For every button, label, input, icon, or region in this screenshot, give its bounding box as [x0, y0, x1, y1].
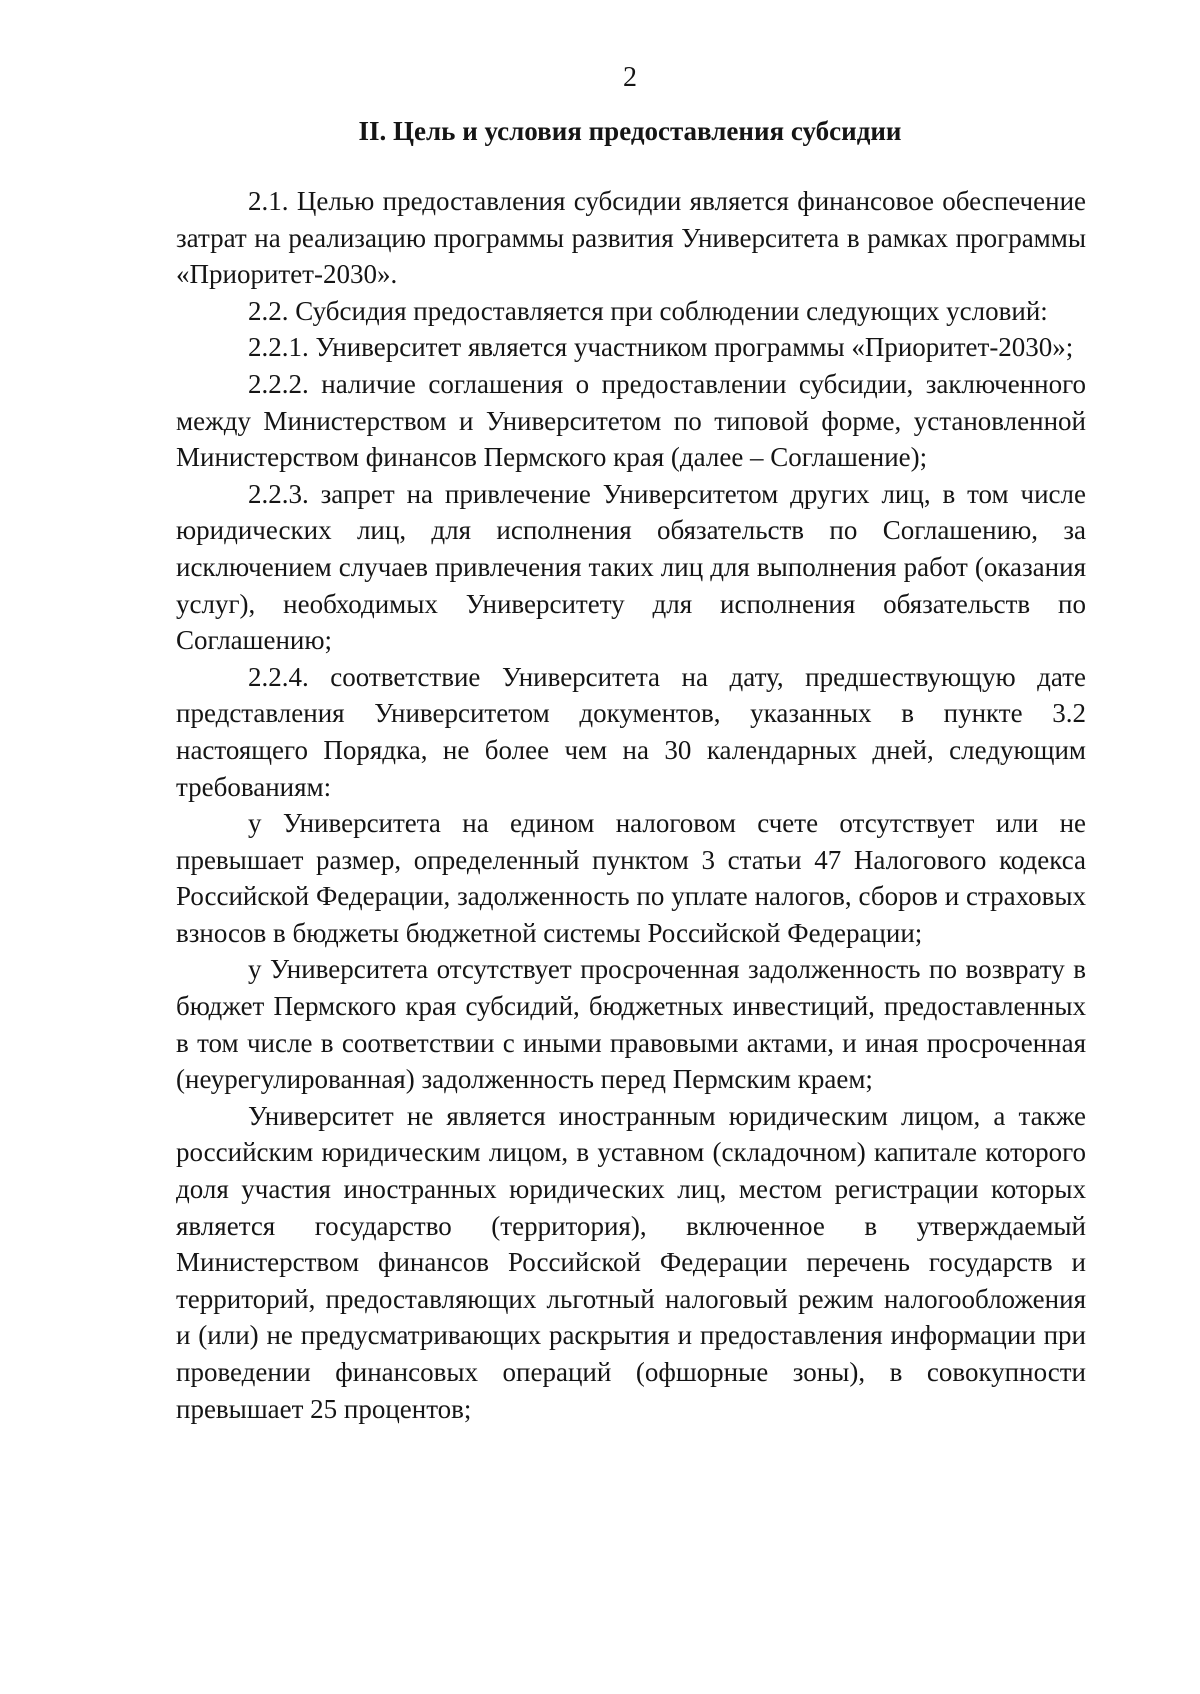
paragraph-2-2-3: 2.2.3. запрет на привлечение Университетом других лиц, в том числе юридических лиц, для исполнения обязательств по Соглашению, за исключением случаев привлечения таких лиц для выполнения работ (оказания услуг), необходимых Университету для исполнения обязательств по Соглашению;	[176, 478, 1086, 656]
paragraph-2-2-2: 2.2.2. наличие соглашения о предоставлении субсидии, заключенного между Министерством и Университетом по типовой форме, установленной Министерством финансов Пермского края (далее – Соглашение);	[176, 368, 1086, 473]
paragraph-2-2: 2.2. Субсидия предоставляется при соблюдении следующих условий:	[248, 295, 1048, 326]
paragraph-2-2-4: 2.2.4. соответствие Университета на дату, предшествующую дате представления Университетом документов, указанных в пункте 3.2 настоящего Порядка, не более чем на 30 календарных дней, следующим требованиям:	[176, 661, 1086, 802]
paragraph-2-1: 2.1. Целью предоставления субсидии является финансовое обеспечение затрат на реализацию программы развития Университета в рамках программы «Приоритет-2030».	[176, 186, 1086, 290]
requirement-foreign-entity: Университет не является иностранным юридическим лицом, а также российским юридическим лицом, в уставном (складочном) капитале которого доля участия иностранных юридических лиц, местом регистрации которых является государство (территория), включенное в утверждаемый Министерством финансов Российской Федерации перечень государств и территорий, предоставляющих льготный налоговый режим налогообложения и (или) не предусматривающих раскрытия и предоставления информации при проведении финансовых операций (офшорные зоны), в совокупности превышает 25 процентов;	[176, 1100, 1086, 1424]
section-title: II. Цель и условия предоставления субсидии	[358, 116, 902, 146]
page-number: 2	[623, 62, 637, 93]
requirement-tax-debt: у Университета на едином налоговом счете отсутствует или не превышает размер, определенный пунктом 3 статьи 47 Налогового кодекса Российской Федерации, задолженность по уплате налогов, сборов и страховых взносов в бюджеты бюджетной системы Российской Федерации;	[176, 808, 1086, 948]
document-body	[176, 183, 1086, 1427]
paragraph-2-2-1: 2.2.1. Университет является участником программы «Приоритет-2030»;	[248, 332, 1074, 363]
requirement-budget-debt: у Университета отсутствует просроченная задолженность по возврату в бюджет Пермского края субсидий, бюджетных инвестиций, предоставленных в том числе в соответствии с иными правовыми актами, и иная просроченная (неурегулированная) задолженность перед Пермским краем;	[176, 954, 1086, 1095]
